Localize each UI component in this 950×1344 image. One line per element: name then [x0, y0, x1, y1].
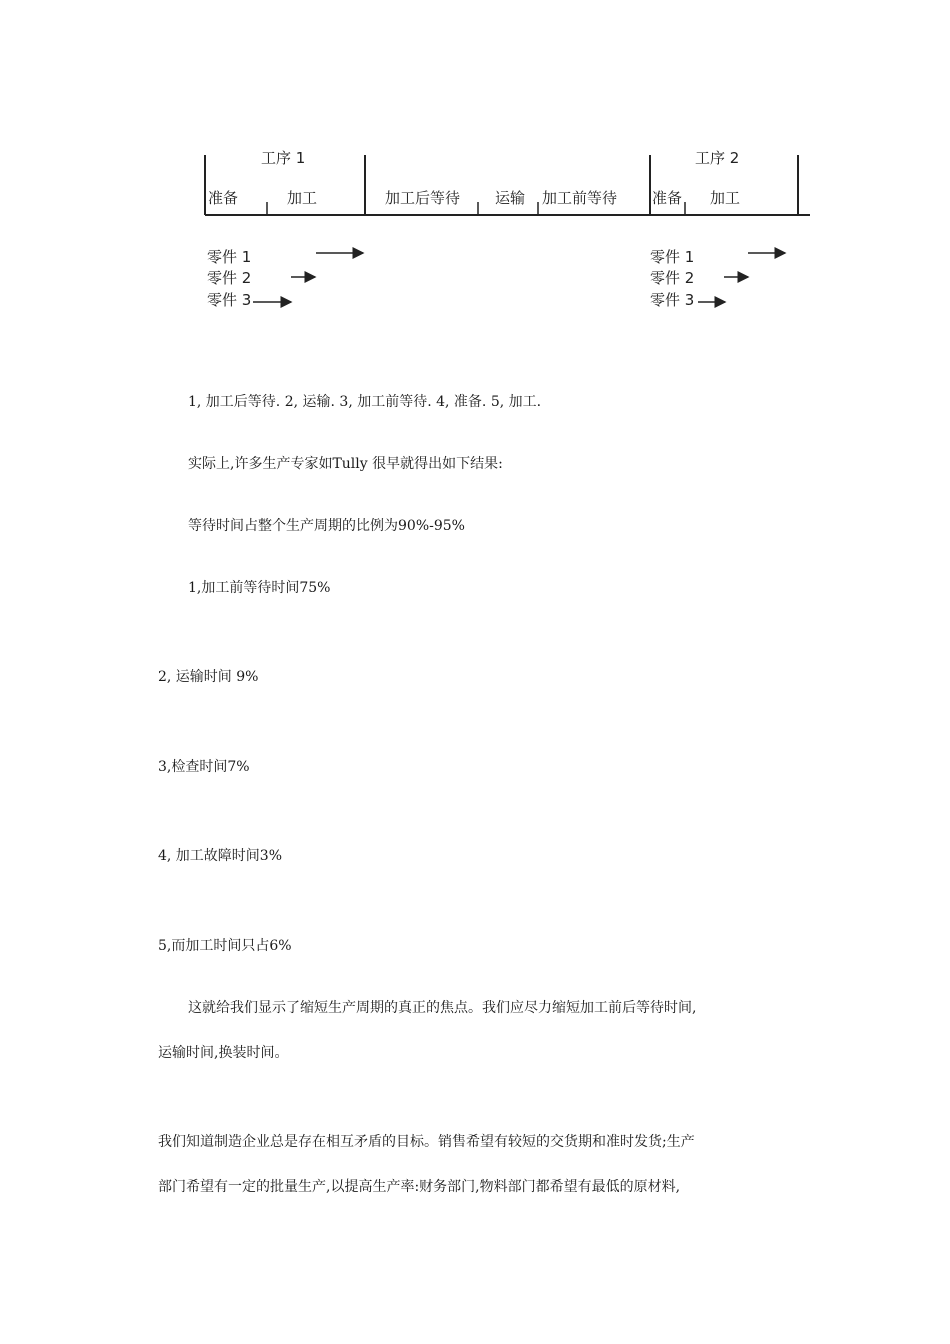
- stage-wait-before: 加工前等待: [542, 189, 618, 207]
- list-line: 1, 加工后等待. 2, 运输. 3, 加工前等待. 4, 准备. 5, 加工.: [188, 394, 542, 410]
- item-3: 3,检查时间7%: [158, 759, 250, 775]
- stage-prep-2: 准备: [652, 189, 683, 207]
- focus-line-1: 这就给我们显示了缩短生产周期的真正的焦点。我们应尽力缩短加工前后等待时间,: [188, 1000, 697, 1016]
- stage-prep-1: 准备: [208, 189, 239, 207]
- process1-label: 工序 1: [261, 149, 306, 167]
- process2-label: 工序 2: [695, 149, 740, 167]
- part-right-1: 零件 1: [650, 248, 695, 266]
- item-2: 2, 运输时间 9%: [158, 669, 259, 685]
- stage-process-2: 加工: [710, 189, 741, 207]
- intro-paragraph: 实际上,许多生产专家如Tully 很早就得出如下结果:: [188, 456, 503, 472]
- part-left-2: 零件 2: [207, 269, 252, 287]
- part-right-3: 零件 3: [650, 291, 695, 309]
- stage-transport: 运输: [495, 189, 526, 207]
- stage-process-1: 加工: [287, 189, 318, 207]
- conflict-line-1: 我们知道制造企业总是存在相互矛盾的目标。销售希望有较短的交货期和准时发货;生产: [158, 1134, 695, 1150]
- part-left-1: 零件 1: [207, 248, 252, 266]
- item-4: 4, 加工故障时间3%: [158, 848, 283, 864]
- item-1: 1,加工前等待时间75%: [188, 580, 331, 596]
- conflict-line-2: 部门希望有一定的批量生产,以提高生产率:财务部门,物料部门都希望有最低的原材料,: [158, 1179, 681, 1195]
- part-right-2: 零件 2: [650, 269, 695, 287]
- ratio-paragraph: 等待时间占整个生产周期的比例为90%-95%: [188, 518, 465, 534]
- process-timeline-diagram: [195, 140, 815, 320]
- stage-wait-after: 加工后等待: [385, 189, 461, 207]
- focus-line-2: 运输时间,换装时间。: [158, 1045, 289, 1061]
- item-5: 5,而加工时间只占6%: [158, 938, 292, 954]
- part-left-3: 零件 3: [207, 291, 252, 309]
- timeline-svg: [195, 140, 815, 320]
